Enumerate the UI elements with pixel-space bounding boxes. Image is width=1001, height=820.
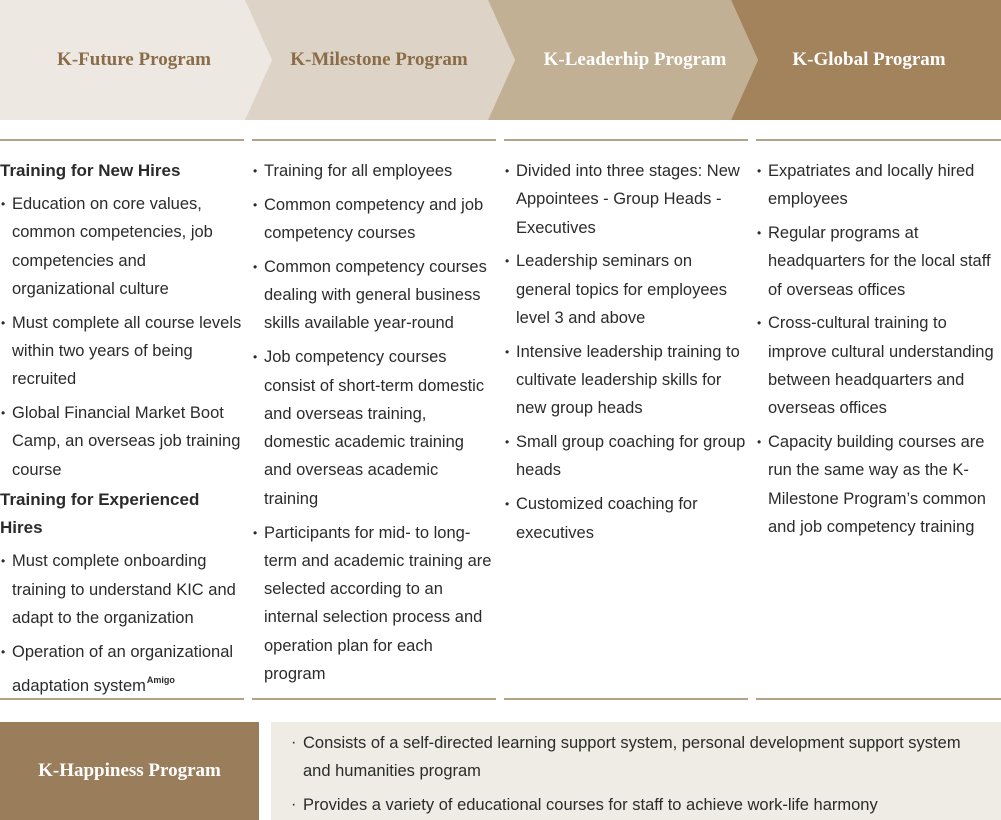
leadership-list: [504, 157, 748, 547]
list-item: • Education on core values, common competencies, job competencies and organizational culture: [0, 190, 244, 303]
happiness-list: [291, 729, 981, 819]
list-item: • Capacity building courses are run the same way as the K-Milestone Program’s common and job competency training: [756, 428, 1001, 541]
list-item: • Divided into three stages: New Appointees - Group Heads - Executives: [504, 157, 748, 242]
amigo-item-text: Operation of an organizational adaptation system: [12, 642, 234, 696]
list-item: • Leadership seminars on general topics for employees level 3 and above: [504, 247, 748, 332]
list-item: • Small group coaching for group heads: [504, 428, 748, 485]
k-happiness-details: [271, 722, 1001, 820]
new-hires-heading: Training for New Hires: [0, 161, 181, 180]
list-item: • Intensive leadership training to cultivate leadership skills for new group heads: [504, 338, 748, 423]
experienced-hires-list: [0, 547, 244, 700]
list-item: • Must complete all course levels within two years of being recruited: [0, 309, 244, 394]
amigo-superscript: Amigo: [146, 675, 175, 686]
k-future-details: [0, 139, 244, 700]
list-item: · Provides a variety of educational courses for staff to achieve work-life harmony: [291, 791, 981, 819]
list-item: • Expatriates and locally hired employees: [756, 157, 1001, 214]
list-item: • Job competency courses consist of short-term domestic and overseas training, domestic academic training and overseas academic training: [252, 343, 496, 513]
k-future-title: K-Future Program: [57, 49, 211, 70]
list-item: • Global Financial Market Boot Camp, an overseas job training course: [0, 399, 244, 484]
milestone-list: [252, 157, 496, 688]
k-milestone-details: [252, 139, 496, 700]
list-item: • Common competency courses dealing with general business skills available year-round: [252, 253, 496, 338]
k-global-title: K-Global Program: [792, 49, 946, 70]
experienced-hires-heading: Training for Experienced Hires: [0, 490, 200, 538]
list-item: • Must complete onboarding training to understand KIC and adapt to the organization: [0, 547, 244, 632]
list-item: • Participants for mid- to long-term and academic training are selected according to an internal selection process and operation plan for each program: [252, 519, 496, 689]
list-item: • Common competency and job competency courses: [252, 191, 496, 248]
k-milestone-title: K-Milestone Program: [290, 49, 468, 70]
list-item: • Cross-cultural training to improve cultural understanding between headquarters and overseas offices: [756, 309, 1001, 422]
list-item: • Regular programs at headquarters for the local staff of overseas offices: [756, 219, 1001, 304]
new-hires-list: [0, 190, 244, 484]
k-global-details: [756, 139, 1001, 700]
global-list: [756, 157, 1001, 541]
list-item: · Consists of a self-directed learning support system, personal development support system and humanities program: [291, 729, 981, 785]
list-item: • Training for all employees: [252, 157, 496, 185]
k-leadership-details: [504, 139, 748, 700]
k-happiness-title: K-Happiness Program: [0, 722, 259, 820]
list-item: • Customized coaching for executives: [504, 490, 748, 547]
k-leadership-title: K-Leaderhip Program: [543, 49, 727, 70]
list-item: [0, 638, 244, 701]
